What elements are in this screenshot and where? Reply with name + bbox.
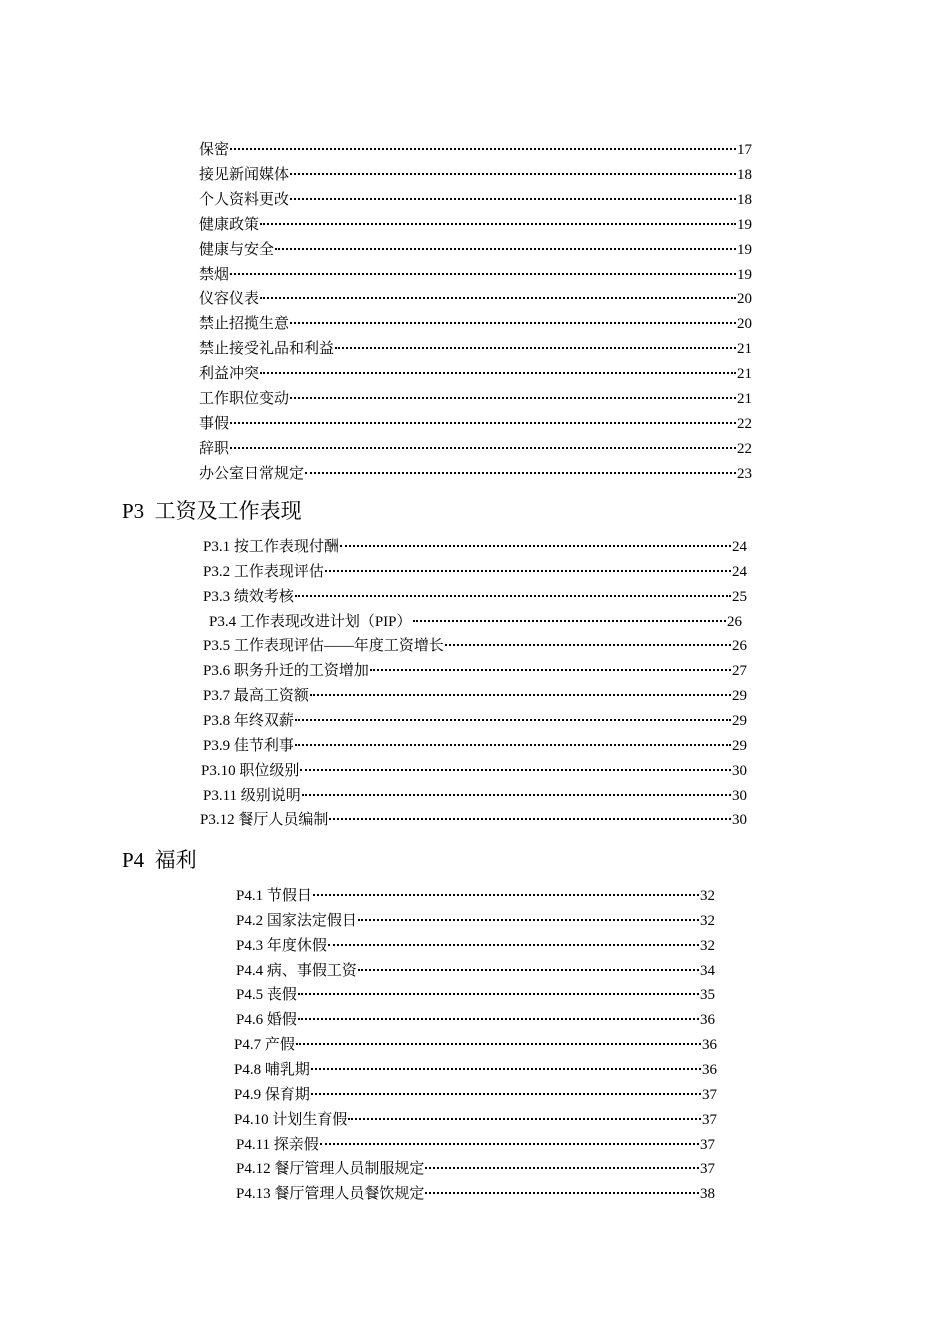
toc-entry-page-number: 19 [737, 266, 752, 283]
toc-entry-title: 辞职 [199, 440, 230, 457]
toc-entry-title: 禁止招揽生意 [199, 316, 290, 333]
toc-entry[interactable] [199, 239, 752, 261]
dot-leader [290, 322, 736, 324]
toc-entry-page-number: 32 [700, 937, 715, 954]
toc-entry-p4[interactable] [236, 984, 715, 1006]
toc-entry-page-number: 22 [737, 415, 752, 432]
toc-entry[interactable] [199, 413, 752, 435]
dot-leader [230, 273, 736, 275]
toc-entry-page-number: 18 [737, 191, 752, 208]
dot-leader [425, 1167, 699, 1169]
toc-entry-p4[interactable] [234, 1059, 717, 1081]
dot-leader [358, 919, 699, 921]
toc-entry-title: 禁止接受礼品和利益 [199, 341, 335, 358]
dot-leader [295, 744, 731, 746]
toc-entry-page-number: 35 [700, 987, 715, 1004]
toc-entry-page-number: 24 [732, 539, 747, 555]
toc-entry-title: P4.9 保育期 [234, 1086, 310, 1103]
dot-leader [290, 198, 736, 200]
dot-leader [275, 248, 736, 250]
toc-entry-title: P3.7 最高工资额 [203, 688, 309, 705]
toc-entry-page-number: 18 [737, 166, 752, 183]
toc-entry-page-number: 37 [702, 1086, 717, 1103]
toc-entry-p4[interactable] [236, 935, 715, 957]
dot-leader [325, 570, 731, 572]
toc-entry-title: 办公室日常规定 [199, 465, 305, 482]
toc-entry[interactable] [199, 313, 752, 335]
toc-entry-page-number: 20 [737, 291, 752, 308]
toc-entry[interactable] [199, 164, 752, 186]
dot-leader [370, 669, 731, 671]
dot-leader [295, 595, 731, 597]
dot-leader [290, 397, 736, 399]
toc-entry-title: 接见新闻媒体 [199, 166, 290, 183]
toc-entry-page-number: 30 [732, 762, 747, 779]
toc-entry-p3[interactable] [203, 685, 747, 707]
toc-entry-p3[interactable] [203, 586, 747, 608]
toc-entry-title: 健康政策 [199, 216, 260, 233]
toc-entry-title: P3.4 工作表现改进计划（PIP） [209, 613, 412, 630]
toc-entry-p4[interactable] [236, 885, 715, 907]
dot-leader [445, 644, 731, 646]
toc-entry-page-number: 29 [732, 688, 747, 705]
toc-entry-title: 工作职位变动 [199, 391, 290, 407]
toc-entry-p3[interactable] [209, 611, 742, 633]
toc-entry-page-number: 22 [737, 440, 752, 457]
dot-leader [329, 818, 731, 820]
toc-entry[interactable] [199, 214, 752, 236]
toc-entry-p3[interactable] [203, 536, 747, 558]
toc-entry-page-number: 34 [700, 962, 715, 979]
toc-entry[interactable] [199, 363, 752, 385]
dot-leader [328, 944, 699, 946]
dot-leader [311, 1093, 701, 1095]
toc-entry[interactable] [199, 264, 752, 286]
toc-entry-p3[interactable] [201, 760, 747, 782]
toc-entry-page-number: 37 [702, 1111, 717, 1128]
toc-entry-page-number: 24 [732, 563, 747, 580]
toc-entry-p3[interactable] [203, 785, 747, 807]
toc-entry-title: P4.10 计划生育假 [234, 1111, 348, 1128]
toc-entry-title: P4.1 节假日 [236, 888, 312, 904]
dot-leader [260, 372, 736, 374]
toc-entry-page-number: 36 [700, 1012, 715, 1029]
toc-entry-title: P3.9 佳节利事 [203, 737, 294, 754]
dot-leader [413, 620, 726, 622]
toc-entry-p4[interactable] [236, 910, 715, 932]
dot-leader [302, 794, 731, 796]
toc-entry-p3[interactable] [203, 635, 747, 657]
toc-entry-title: P3.12 餐厅人员编制 [200, 812, 329, 829]
section-heading-p3: P3 工资及工作表现 [122, 499, 302, 523]
toc-entry-title: P4.8 哺乳期 [234, 1061, 310, 1078]
toc-entry-page-number: 25 [732, 588, 747, 605]
dot-leader [290, 173, 736, 175]
toc-entry-p4[interactable] [236, 1134, 715, 1156]
toc-entry-title: P4.7 产假 [234, 1037, 295, 1054]
toc-entry-page-number: 38 [700, 1186, 715, 1203]
dot-leader [313, 894, 699, 896]
toc-entry-page-number: 19 [737, 216, 752, 233]
toc-entry-p4[interactable] [236, 1158, 715, 1180]
toc-entry-title: P4.12 餐厅管理人员制服规定 [236, 1161, 425, 1178]
dot-leader [298, 1018, 699, 1020]
toc-entry-page-number: 37 [700, 1136, 715, 1153]
toc-entry-page-number: 26 [732, 638, 747, 655]
dot-leader [348, 1118, 701, 1120]
dot-leader [358, 969, 699, 971]
toc-entry-page-number: 23 [737, 465, 752, 482]
toc-entry-title: P4.11 探亲假 [236, 1136, 319, 1153]
toc-entry-page-number: 20 [737, 316, 752, 333]
toc-entry[interactable] [199, 338, 752, 360]
dot-leader [320, 1143, 699, 1145]
toc-entry-title: P4.3 年度休假 [236, 937, 327, 954]
dot-leader [310, 694, 731, 696]
dot-leader [230, 148, 736, 150]
toc-entry-page-number: 29 [732, 737, 747, 754]
toc-entry-page-number: 21 [737, 366, 752, 383]
dot-leader [335, 347, 736, 349]
dot-leader [311, 1068, 701, 1070]
toc-entry-title: P3.3 绩效考核 [203, 588, 294, 605]
dot-leader [295, 719, 731, 721]
toc-entry-page-number: 30 [732, 812, 747, 829]
toc-entry-page-number: 36 [702, 1061, 717, 1078]
toc-entry-title: P4.5 丧假 [236, 987, 297, 1004]
toc-entry-p4[interactable] [236, 1009, 715, 1031]
dot-leader [230, 422, 736, 424]
toc-entry-p4[interactable] [234, 1084, 717, 1106]
toc-entry[interactable] [199, 438, 752, 460]
toc-entry-title: 个人资料更改 [199, 191, 290, 208]
toc-entry-p3[interactable] [203, 660, 747, 682]
toc-entry-p3[interactable] [203, 710, 747, 732]
toc-entry-page-number: 21 [737, 391, 752, 407]
toc-entry-p4[interactable] [236, 1183, 715, 1205]
toc-entry-page-number: 17 [737, 142, 752, 158]
dot-leader [300, 769, 731, 771]
toc-entry-title: P3.5 工作表现评估——年度工资增长 [203, 638, 444, 655]
toc-entry[interactable] [199, 288, 752, 310]
toc-entry-page-number: 21 [737, 341, 752, 358]
toc-entry-title: P3.10 职位级别 [201, 762, 300, 779]
dot-leader [296, 1043, 701, 1045]
toc-entry-page-number: 19 [737, 241, 752, 258]
toc-entry-p3[interactable] [200, 809, 747, 831]
toc-entry-p4[interactable] [234, 1109, 717, 1131]
toc-entry-page-number: 29 [732, 712, 747, 729]
toc-entry[interactable] [199, 463, 752, 485]
toc-entry-title: 仪容仪表 [199, 291, 260, 308]
toc-entry-title: 事假 [199, 415, 230, 432]
toc-entry-title: P4.4 病、事假工资 [236, 962, 357, 979]
toc-entry-title: P3.2 工作表现评估 [203, 563, 324, 580]
toc-entry-page-number: 27 [732, 663, 747, 680]
toc-entry-title: 健康与安全 [199, 241, 275, 258]
dot-leader [425, 1192, 699, 1194]
toc-entry-title: 禁烟 [199, 266, 230, 283]
toc-entry-title: P4.6 婚假 [236, 1012, 297, 1029]
toc-entry-page-number: 37 [700, 1161, 715, 1178]
dot-leader [298, 993, 699, 995]
toc-entry-title: P4.2 国家法定假日 [236, 912, 357, 929]
toc-entry-title: 保密 [199, 142, 230, 158]
toc-entry-page-number: 26 [727, 613, 742, 630]
dot-leader [230, 447, 736, 449]
toc-entry-page-number: 32 [700, 912, 715, 929]
toc-entry-title: P3.11 级别说明 [203, 787, 301, 804]
toc-entry-p4[interactable] [236, 960, 715, 982]
toc-entry-p4[interactable] [234, 1034, 717, 1056]
dot-leader [340, 545, 731, 547]
toc-entry[interactable] [199, 189, 752, 211]
toc-entry-title: P3.1 按工作表现付酬 [203, 539, 339, 555]
toc-entry-title: 利益冲突 [199, 366, 260, 383]
dot-leader [305, 472, 736, 474]
toc-entry-title: P4.13 餐厅管理人员餐饮规定 [236, 1186, 425, 1203]
toc-entry-title: P3.8 年终双薪 [203, 712, 294, 729]
toc-entry-page-number: 30 [732, 787, 747, 804]
toc-entry-p3[interactable] [203, 735, 747, 757]
section-heading-p4: P4 福利 [122, 848, 197, 872]
dot-leader [260, 223, 736, 225]
toc-entry-page-number: 36 [702, 1037, 717, 1054]
toc-entry-title: P3.6 职务升迁的工资增加 [203, 663, 369, 680]
toc-entry[interactable] [199, 388, 752, 410]
toc-entry[interactable] [199, 139, 752, 161]
toc-entry-page-number: 32 [700, 888, 715, 904]
dot-leader [260, 297, 736, 299]
toc-entry-p3[interactable] [203, 561, 747, 583]
